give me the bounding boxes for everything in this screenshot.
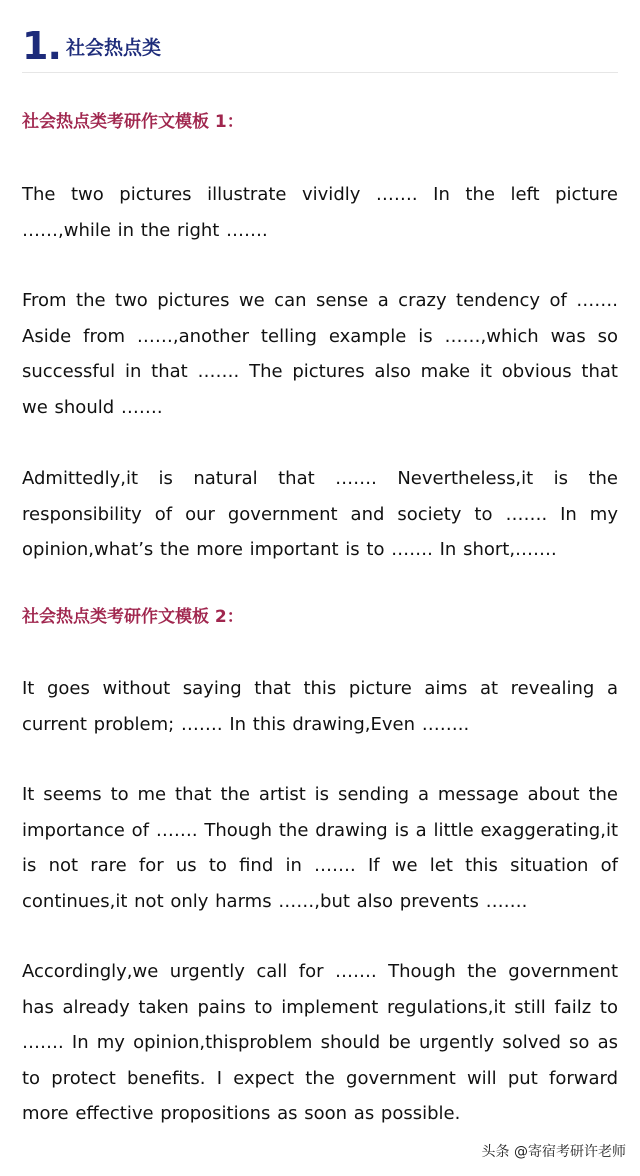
- template1-heading: 社会热点类考研作文模板 1：: [22, 112, 244, 132]
- template2-paragraph-3: Accordingly,we urgently call for ……. Though the government has already taken pains to implement regulations,it still failz to ……. In my opinion,thisproblem should be urgently solved so as to protect benefits. I expect the government will put forward more effective propositions as soon as possible.: [22, 961, 618, 1124]
- template1-paragraph-1: The two pictures illustrate vividly ……. In the left picture ……,while in the right …….: [22, 184, 618, 241]
- section-number: 1.: [22, 24, 61, 68]
- template1-paragraph-2: From the two pictures we can sense a crazy tendency of ……. Aside from ……,another telling example is ……,which was so successful in that ……. The pictures also make it obvious that we should …….: [22, 290, 618, 418]
- section-title: 社会热点类: [66, 37, 162, 59]
- template1-paragraph-3: Admittedly,it is natural that ……. Nevertheless,it is the responsibility of our government and society to ……. In my opinion,what’s the more important is to ……. In short,…….: [22, 468, 618, 560]
- template2-heading: 社会热点类考研作文模板 2：: [22, 607, 244, 627]
- template2-paragraph-1: It goes without saying that this picture aims at revealing a current problem; ……. In this drawing,Even ……..: [22, 678, 618, 735]
- watermark-label: 头条 @寄宿考研许老师: [481, 1144, 626, 1160]
- template2-paragraph-2: It seems to me that the artist is sending a message about the importance of ……. Though the drawing is a little exaggerating,it is not rare for us to find in ……. If we let this situation of continues,it not only harms ……,but also prevents …….: [22, 784, 618, 912]
- section-header: [22, 24, 618, 73]
